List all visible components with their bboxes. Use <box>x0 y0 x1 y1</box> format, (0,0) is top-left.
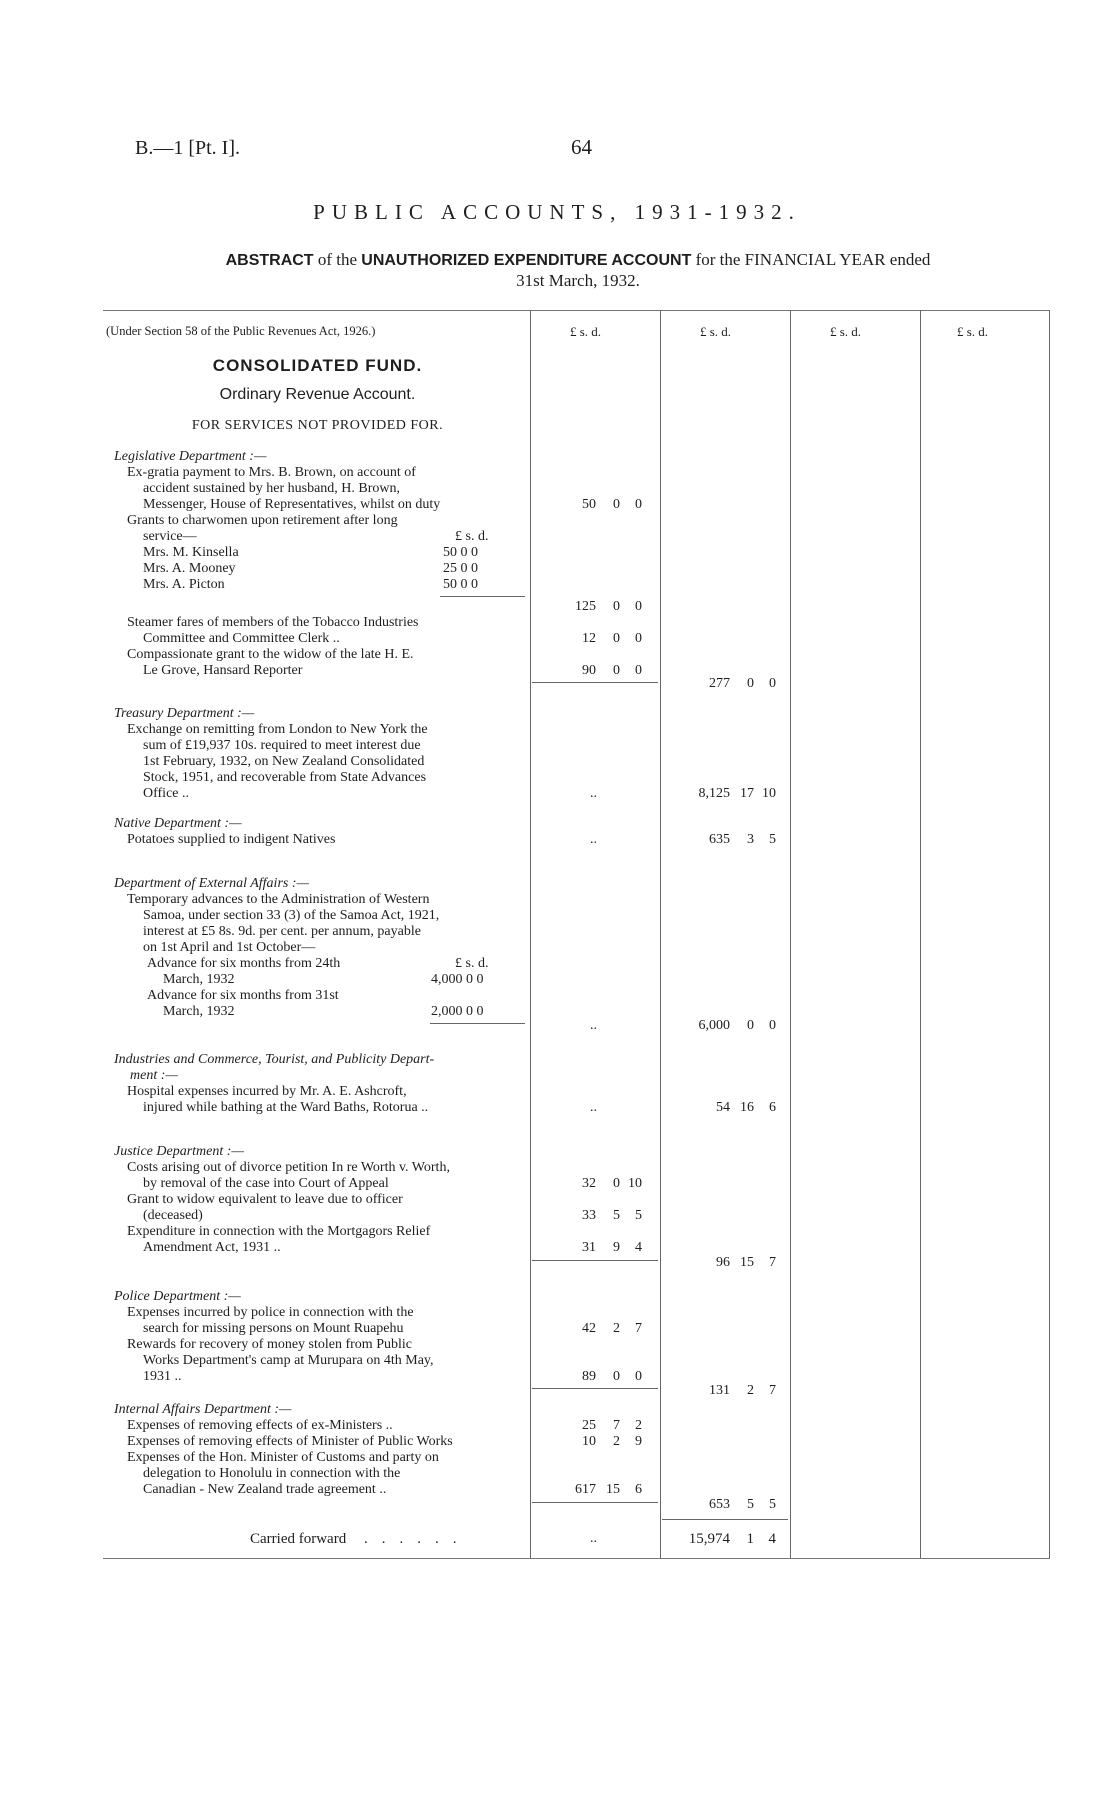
pence: 5 <box>769 832 776 847</box>
pence: 4 <box>635 1240 642 1255</box>
external-total <box>672 1018 776 1034</box>
justice-total <box>672 1255 776 1271</box>
shillings: 16 <box>740 1100 754 1115</box>
document-reference: B.—1 [Pt. I]. <box>135 137 240 159</box>
item-line: Exchange on remitting from London to New York the <box>127 722 428 737</box>
carried-forward-label <box>250 1531 471 1548</box>
column-divider-4 <box>920 310 921 1558</box>
item-line: Temporary advances to the Administration of Western <box>127 892 430 907</box>
pounds: 10 <box>582 1434 596 1449</box>
shillings: 0 <box>613 1176 620 1191</box>
col-head-1: £ s. d. <box>570 324 602 339</box>
abstract-account: UNAUTHORIZED EXPENDITURE ACCOUNT <box>361 252 692 269</box>
item-line: Grants to charwomen upon retirement after long <box>127 513 398 528</box>
statute-reference: (Under Section 58 of the Public Revenues Act, 1926.) <box>106 324 376 338</box>
shillings: 7 <box>613 1418 620 1433</box>
pounds: 635 <box>709 832 730 847</box>
leader-dots: .. <box>590 1531 597 1546</box>
item-line: sum of £19,937 10s. required to meet interest due <box>143 738 421 753</box>
column-total-rule <box>532 1260 658 1261</box>
column-total-rule <box>532 1388 658 1389</box>
native-total <box>672 832 776 848</box>
pounds: 6,000 <box>698 1018 730 1033</box>
item-line: Expenses of removing effects of Minister of Public Works <box>127 1434 453 1449</box>
police-item-1 <box>127 1305 525 1337</box>
pounds: 96 <box>716 1255 730 1270</box>
dept-heading-native: Native Department :— <box>114 816 242 831</box>
page-title: PUBLIC ACCOUNTS, 1931-1932. <box>313 200 801 224</box>
item-line: Stock, 1951, and recoverable from State Advances <box>143 770 427 785</box>
item-line: Messenger, House of Representatives, whilst on duty <box>143 497 441 512</box>
leader-dots: .. <box>590 1100 597 1115</box>
pence: 5 <box>635 1208 642 1223</box>
advance-1-line-2: March, 1932 <box>163 972 235 987</box>
item-line: interest at £5 8s. 9d. per cent. per annum, payable <box>143 924 421 939</box>
police-item-2 <box>127 1337 525 1385</box>
internal-item-2-amount <box>540 1434 642 1450</box>
sub-item-amount: 50 0 0 <box>443 577 478 592</box>
col-head-4: £ s. d. <box>957 324 989 339</box>
pounds: 31 <box>582 1240 596 1255</box>
justice-item-1-amount <box>540 1176 642 1192</box>
sub-item-amount: 50 0 0 <box>443 545 478 560</box>
item-line: Costs arising out of divorce petition In re Worth v. Worth, <box>127 1160 450 1175</box>
external-item-1 <box>127 892 525 956</box>
account-name: Ordinary Revenue Account. <box>219 386 416 403</box>
item-line: Amendment Act, 1931 .. <box>143 1240 281 1255</box>
item-line: Hospital expenses incurred by Mr. A. E. Ashcroft, <box>127 1084 407 1099</box>
advance-2-amount: 2,000 0 0 <box>431 1004 484 1019</box>
internal-item-3 <box>127 1450 525 1498</box>
pence: 0 <box>769 1018 776 1033</box>
item-line: by removal of the case into Court of Appeal <box>143 1176 389 1191</box>
pounds: 12 <box>582 631 596 646</box>
pounds: 277 <box>709 676 730 691</box>
pence: 0 <box>635 1369 642 1384</box>
subtotal-rule <box>430 1023 525 1024</box>
sub-item-name: Mrs. M. Kinsella <box>143 545 239 560</box>
dept-heading-police: Police Department :— <box>114 1289 241 1304</box>
shillings: 0 <box>613 1369 620 1384</box>
sub-item-name: Mrs. A. Mooney <box>143 561 236 576</box>
pence: 5 <box>769 1497 776 1512</box>
column-divider-5 <box>1049 310 1050 1558</box>
pence: 7 <box>769 1255 776 1270</box>
justice-item-2 <box>127 1192 525 1224</box>
item-line: Expenses of removing effects of ex-Ministers .. <box>127 1418 393 1433</box>
column-total-rule <box>532 682 658 683</box>
column-total-rule <box>532 1502 658 1503</box>
abstract-date: 31st March, 1932. <box>516 271 640 290</box>
pence: 0 <box>635 663 642 678</box>
pence: 6 <box>769 1100 776 1115</box>
leader-dots: .. <box>590 832 597 847</box>
shillings: 15 <box>606 1482 620 1497</box>
shillings: 0 <box>613 599 620 614</box>
dept-heading-legislative: Legislative Department :— <box>114 449 267 464</box>
shillings: 0 <box>613 497 620 512</box>
pounds: 25 <box>582 1418 596 1433</box>
item-line: Steamer fares of members of the Tobacco Industries <box>127 615 419 630</box>
pounds: 131 <box>709 1383 730 1398</box>
table-top-rule <box>103 310 1050 311</box>
pence: 0 <box>635 631 642 646</box>
item-line: Rewards for recovery of money stolen from Public <box>127 1337 412 1352</box>
shillings: 5 <box>747 1497 754 1512</box>
pence: 10 <box>762 786 776 801</box>
legislative-item-4 <box>127 647 525 679</box>
shillings: 5 <box>613 1208 620 1223</box>
item-line: delegation to Honolulu in connection with the <box>143 1466 401 1481</box>
pence: 9 <box>635 1434 642 1449</box>
abstract-of-the: of the <box>317 250 358 269</box>
item-line: Expenditure in connection with the Mortgagors Relief <box>127 1224 431 1239</box>
internal-total <box>672 1497 776 1513</box>
legislative-item-3-amount <box>540 631 642 647</box>
item-line: accident sustained by her husband, H. Brown, <box>143 481 400 496</box>
pence: 4 <box>768 1531 776 1547</box>
item-line: Ex-gratia payment to Mrs. B. Brown, on account of <box>127 465 416 480</box>
police-item-1-amount <box>540 1321 642 1337</box>
dept-heading-industries: Industries and Commerce, Tourist, and Publicity Depart- <box>114 1052 435 1067</box>
advance-1-line-1: Advance for six months from 24th <box>147 956 341 971</box>
column-divider-2 <box>660 310 661 1558</box>
pence: 0 <box>769 676 776 691</box>
item-line: on 1st April and 1st October— <box>143 940 316 955</box>
abstract-heading <box>118 250 1038 291</box>
pence: 6 <box>635 1482 642 1497</box>
item-line: Committee and Committee Clerk .. <box>143 631 340 646</box>
shillings: 17 <box>740 786 754 801</box>
native-item-1 <box>127 832 525 848</box>
item-line: Samoa, under section 33 (3) of the Samoa Act, 1921, <box>143 908 440 923</box>
dept-heading-justice: Justice Department :— <box>114 1144 244 1159</box>
item-line: Grant to widow equivalent to leave due to officer <box>127 1192 403 1207</box>
leader-dots: ...... <box>363 1531 471 1547</box>
shillings: 15 <box>740 1255 754 1270</box>
item-line: Potatoes supplied to indigent Natives <box>127 832 336 847</box>
police-total <box>672 1383 776 1399</box>
item-line: Le Grove, Hansard Reporter <box>143 663 303 678</box>
justice-item-3 <box>127 1224 525 1256</box>
item-line: Expenses incurred by police in connection with the <box>127 1305 414 1320</box>
justice-item-3-amount <box>540 1240 642 1256</box>
pounds: 617 <box>575 1482 596 1497</box>
abstract-rest: for the FINANCIAL YEAR ended <box>695 250 931 269</box>
shillings: 1 <box>746 1531 754 1547</box>
internal-item-1-amount <box>540 1418 642 1434</box>
pounds: 33 <box>582 1208 596 1223</box>
col-head-3: £ s. d. <box>830 324 862 339</box>
pounds: 15,974 <box>688 1531 730 1547</box>
pounds: 50 <box>582 497 596 512</box>
treasury-total <box>672 786 776 802</box>
carried-forward-total <box>672 1531 776 1548</box>
internal-item-2 <box>127 1434 525 1450</box>
legislative-total <box>672 676 776 692</box>
legislative-item-1 <box>127 465 525 513</box>
pounds: 90 <box>582 663 596 678</box>
shillings: 9 <box>613 1240 620 1255</box>
dept-heading-external-affairs: Department of External Affairs :— <box>114 876 309 891</box>
page-number: 64 <box>571 135 592 159</box>
sub-column-head: £ s. d. <box>455 956 489 971</box>
shillings: 0 <box>747 676 754 691</box>
advance-2-line-2: March, 1932 <box>163 1004 235 1019</box>
shillings: 0 <box>613 631 620 646</box>
internal-item-3-amount <box>540 1482 642 1498</box>
fund-name: CONSOLIDATED FUND. <box>212 356 423 375</box>
pounds: 89 <box>582 1369 596 1384</box>
pence: 2 <box>635 1418 642 1433</box>
industries-item-1 <box>127 1084 525 1116</box>
pounds: 125 <box>575 599 596 614</box>
carried-forward-rule <box>662 1519 788 1520</box>
advance-2-line-1: Advance for six months from 31st <box>147 988 339 1003</box>
carried-forward-text: Carried forward <box>250 1531 347 1547</box>
pence: 0 <box>635 497 642 512</box>
legislative-item-1-amount <box>540 497 642 513</box>
advance-1-amount: 4,000 0 0 <box>431 972 484 987</box>
shillings: 0 <box>747 1018 754 1033</box>
item-line: service— <box>143 529 197 544</box>
legislative-item-2-amount <box>540 599 642 615</box>
item-line: (deceased) <box>143 1208 203 1223</box>
shillings: 3 <box>747 832 754 847</box>
leader-dots: .. <box>590 786 597 801</box>
item-line: Canadian - New Zealand trade agreement .. <box>143 1482 387 1497</box>
dept-heading-internal-affairs: Internal Affairs Department :— <box>114 1402 292 1417</box>
internal-item-1 <box>127 1418 525 1434</box>
pence: 10 <box>628 1176 642 1191</box>
leader-dots: .. <box>590 1018 597 1033</box>
pounds: 32 <box>582 1176 596 1191</box>
item-line: Compassionate grant to the widow of the late H. E. <box>127 647 414 662</box>
shillings: 0 <box>613 663 620 678</box>
justice-item-1 <box>127 1160 525 1192</box>
shillings: 2 <box>613 1321 620 1336</box>
sub-column-head: £ s. d. <box>455 529 489 544</box>
dept-heading-industries-cont: ment :— <box>130 1068 178 1083</box>
legislative-item-3 <box>127 615 525 647</box>
col-head-2: £ s. d. <box>700 324 732 339</box>
industries-total <box>672 1100 776 1116</box>
column-divider-3 <box>790 310 791 1558</box>
item-line: Expenses of the Hon. Minister of Customs and party on <box>127 1450 439 1465</box>
column-divider-1 <box>530 310 531 1558</box>
treasury-item-1 <box>127 722 525 802</box>
pounds: 54 <box>716 1100 730 1115</box>
pounds: 42 <box>582 1321 596 1336</box>
legislative-item-4-amount <box>540 663 642 679</box>
subtotal-rule <box>440 596 525 597</box>
pence: 0 <box>635 599 642 614</box>
table-bottom-rule <box>103 1558 1050 1559</box>
pence: 7 <box>635 1321 642 1336</box>
dept-heading-treasury: Treasury Department :— <box>114 706 255 721</box>
item-line: Office .. <box>143 786 189 801</box>
item-line: 1931 .. <box>143 1369 182 1384</box>
item-line: 1st February, 1932, on New Zealand Consolidated <box>143 754 425 769</box>
abstract-prefix: ABSTRACT <box>225 252 314 269</box>
pounds: 653 <box>709 1497 730 1512</box>
sub-item-amount: 25 0 0 <box>443 561 478 576</box>
police-item-2-amount <box>540 1369 642 1385</box>
item-line: search for missing persons on Mount Ruapehu <box>143 1321 404 1336</box>
services-heading: FOR SERVICES NOT PROVIDED FOR. <box>191 418 444 433</box>
pounds: 8,125 <box>698 786 730 801</box>
shillings: 2 <box>747 1383 754 1398</box>
item-line: injured while bathing at the Ward Baths, Rotorua .. <box>143 1100 429 1115</box>
item-line: Works Department's camp at Murupara on 4th May, <box>143 1353 434 1368</box>
pence: 7 <box>769 1383 776 1398</box>
shillings: 2 <box>613 1434 620 1449</box>
sub-item-name: Mrs. A. Picton <box>143 577 225 592</box>
justice-item-2-amount <box>540 1208 642 1224</box>
